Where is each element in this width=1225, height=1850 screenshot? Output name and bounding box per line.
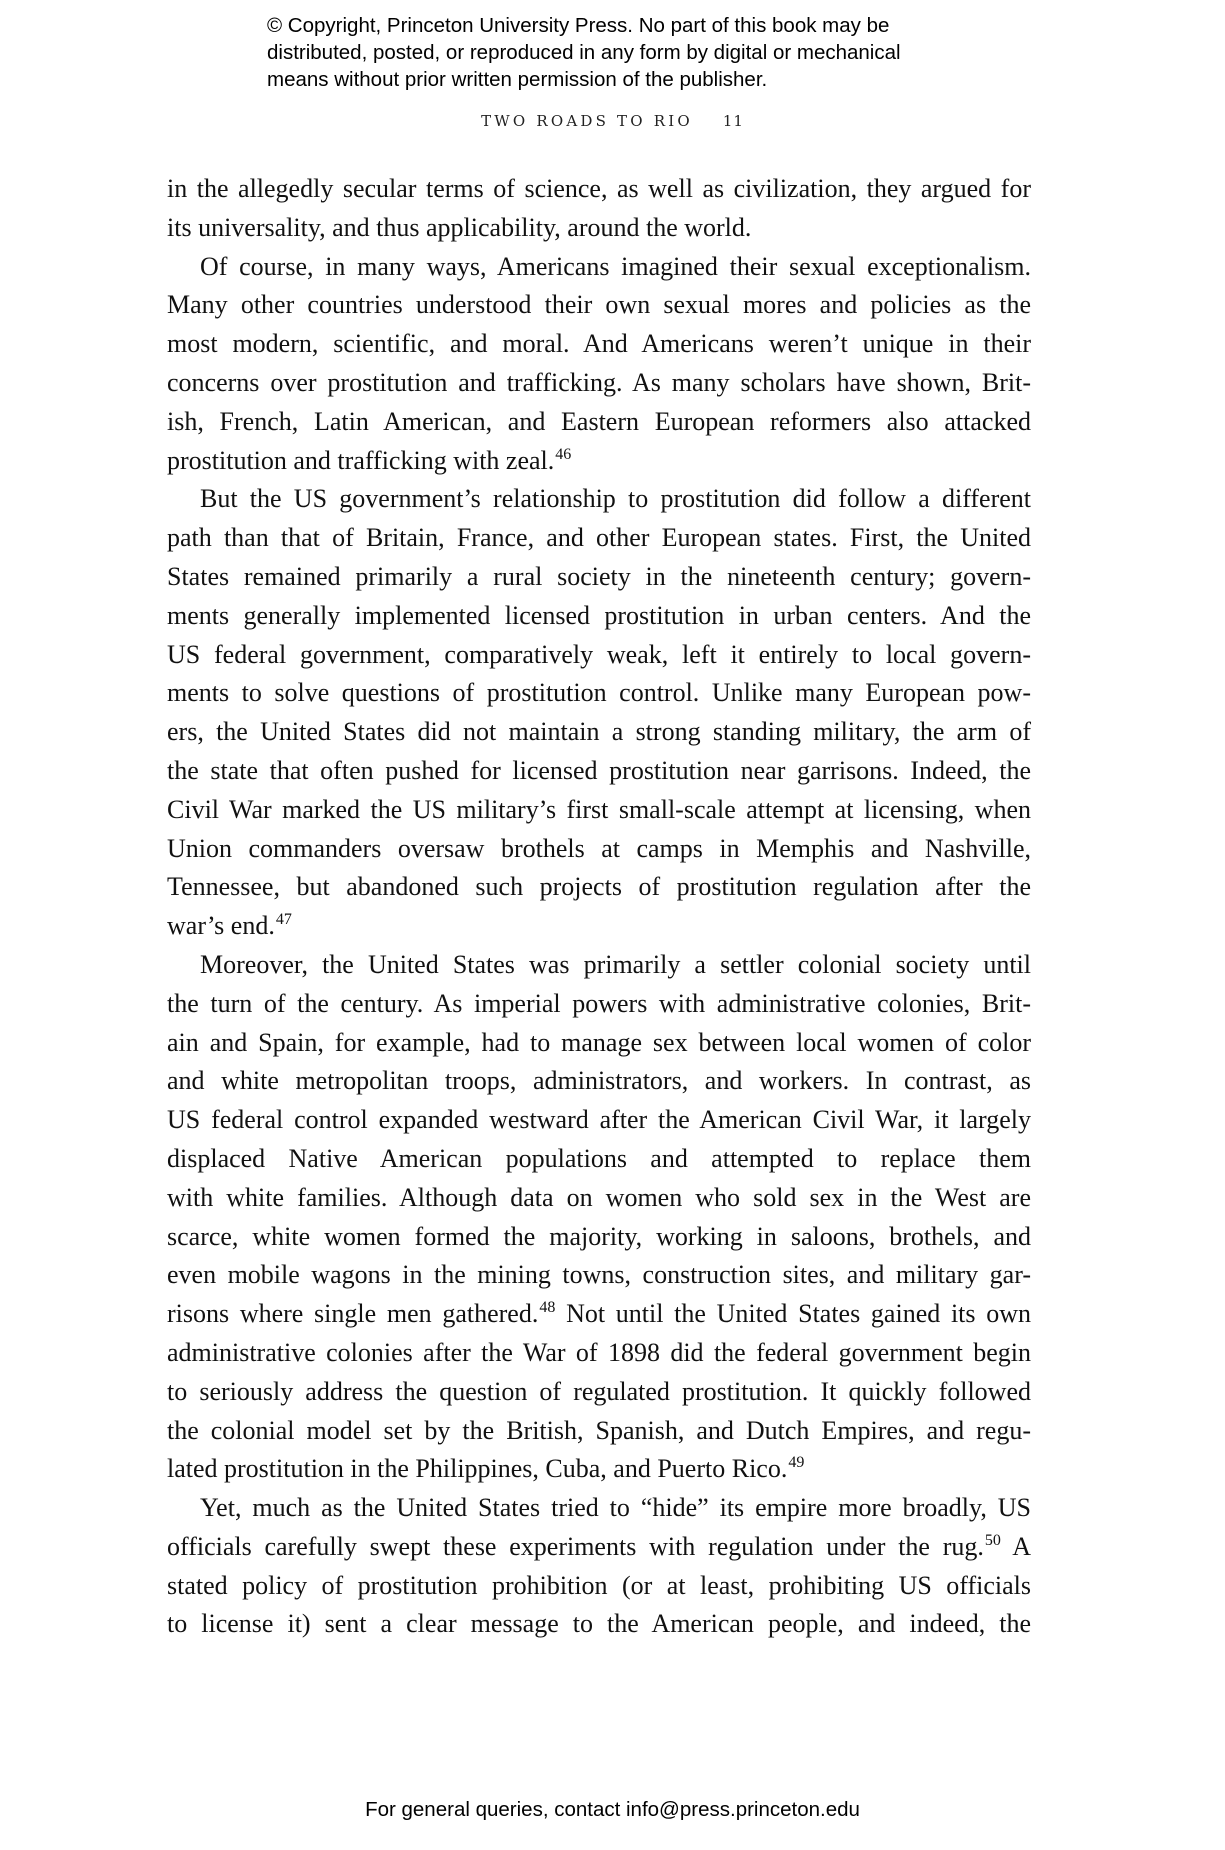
text-line xyxy=(167,1567,1031,1606)
text-line xyxy=(167,364,1031,403)
footnote-marker: 48 xyxy=(539,1299,556,1317)
copyright-notice xyxy=(267,12,1027,93)
page-number: 11 xyxy=(722,112,744,130)
text-line xyxy=(167,674,1031,713)
text-line xyxy=(167,868,1031,907)
text-line xyxy=(167,636,1031,675)
text-line xyxy=(167,791,1031,830)
line-text: the state that often pushed for licensed prostitution near garrisons. Indeed, the xyxy=(167,755,1031,785)
text-line xyxy=(167,480,1031,519)
text-line xyxy=(167,597,1031,636)
copyright-line: © Copyright, Princeton University Press. No part of this book may be xyxy=(267,14,890,37)
line-text: prostitution and trafficking with zeal. xyxy=(167,445,555,475)
text-line xyxy=(167,1024,1031,1063)
line-text: the turn of the century. As imperial powers with administrative colonies, Brit- xyxy=(167,988,1031,1018)
text-line xyxy=(167,985,1031,1024)
line-text: But the US government’s relationship to prostitution did follow a different xyxy=(200,484,1031,514)
text-line xyxy=(167,946,1031,985)
footer-contact: For general queries, contact info@press.princeton.edu xyxy=(365,1798,860,1821)
footnote-marker: 47 xyxy=(275,911,292,929)
copyright-line: distributed, posted, or reproduced in any form by digital or mechanical xyxy=(267,41,901,64)
line-text: path than that of Britain, France, and other European states. First, the United xyxy=(167,523,1031,553)
line-text: Civil War marked the US military’s first small-scale attempt at licensing, when xyxy=(167,794,1031,824)
footnote-marker: 49 xyxy=(788,1454,805,1472)
text-line xyxy=(167,403,1031,442)
text-line xyxy=(167,1140,1031,1179)
text-line xyxy=(167,1218,1031,1257)
text-line xyxy=(167,170,1031,209)
line-text: war’s end. xyxy=(167,911,275,941)
line-text: Tennessee, but abandoned such projects of prostitution regulation after the xyxy=(167,872,1031,902)
text-line xyxy=(167,1334,1031,1373)
line-text-continuation: Not until the United States gained its own xyxy=(555,1299,1031,1329)
line-text: Yet, much as the United States tried to “hide” its empire more broadly, US xyxy=(200,1493,1031,1523)
line-text: Of course, in many ways, Americans imagined their sexual exceptionalism. xyxy=(200,251,1031,281)
line-text: scarce, white women formed the majority, working in saloons, brothels, and xyxy=(167,1221,1031,1251)
line-text-continuation: A xyxy=(1000,1531,1031,1561)
text-line xyxy=(167,1179,1031,1218)
line-text: to seriously address the question of regulated prostitution. It quickly followed xyxy=(167,1376,1031,1406)
line-text: most modern, scientific, and moral. And Americans weren’t unique in their xyxy=(167,329,1031,359)
footnote-marker: 50 xyxy=(984,1531,1001,1549)
text-line xyxy=(167,519,1031,558)
text-line xyxy=(167,442,1031,481)
text-line xyxy=(167,558,1031,597)
text-line xyxy=(167,830,1031,869)
text-line xyxy=(167,1256,1031,1295)
line-text: Union commanders oversaw brothels at camps in Memphis and Nashville, xyxy=(167,833,1031,863)
text-line xyxy=(167,1605,1031,1644)
line-text: risons where single men gathered. xyxy=(167,1299,539,1329)
text-line xyxy=(167,1412,1031,1451)
text-line xyxy=(167,1101,1031,1140)
line-text: with white families. Although data on women who sold sex in the West are xyxy=(167,1182,1031,1212)
text-line xyxy=(167,1528,1031,1567)
line-text: US federal government, comparatively weak, left it entirely to local govern- xyxy=(167,639,1031,669)
line-text: to license it) sent a clear message to the American people, and indeed, the xyxy=(167,1609,1031,1639)
copyright-line: means without prior written permission of the publisher. xyxy=(267,68,768,91)
line-text: concerns over prostitution and trafficking. As many scholars have shown, Brit- xyxy=(167,367,1031,397)
text-line xyxy=(167,1373,1031,1412)
text-line xyxy=(167,1489,1031,1528)
line-text: officials carefully swept these experiments with regulation under the rug. xyxy=(167,1531,984,1561)
text-line xyxy=(167,286,1031,325)
line-text: displaced Native American populations and attempted to replace them xyxy=(167,1143,1031,1173)
line-text: ish, French, Latin American, and Eastern European reformers also attacked xyxy=(167,406,1031,436)
line-text: its universality, and thus applicability, around the world. xyxy=(167,212,752,242)
line-text: Many other countries understood their own sexual mores and policies as the xyxy=(167,290,1031,320)
line-text: lated prostitution in the Philippines, Cuba, and Puerto Rico. xyxy=(167,1454,788,1484)
line-text: US federal control expanded westward after the American Civil War, it largely xyxy=(167,1105,1031,1135)
line-text: even mobile wagons in the mining towns, construction sites, and military gar- xyxy=(167,1260,1031,1290)
body-text xyxy=(167,170,1031,1644)
text-line xyxy=(167,1062,1031,1101)
text-line xyxy=(167,209,1031,248)
running-head-title: TWO ROADS TO RIO xyxy=(481,112,693,130)
text-line xyxy=(167,907,1031,946)
running-head xyxy=(0,112,1225,130)
line-text: ain and Spain, for example, had to manage sex between local women of color xyxy=(167,1027,1031,1057)
text-line xyxy=(167,325,1031,364)
text-line xyxy=(167,248,1031,287)
line-text: the colonial model set by the British, Spanish, and Dutch Empires, and regu- xyxy=(167,1415,1031,1445)
line-text: States remained primarily a rural society in the nineteenth century; govern- xyxy=(167,561,1031,591)
line-text: administrative colonies after the War of 1898 did the federal government begin xyxy=(167,1337,1031,1367)
line-text: Moreover, the United States was primarily a settler colonial society until xyxy=(200,949,1031,979)
footnote-marker: 46 xyxy=(555,445,572,463)
text-line xyxy=(167,752,1031,791)
line-text: ments to solve questions of prostitution control. Unlike many European pow- xyxy=(167,678,1031,708)
line-text: ers, the United States did not maintain a strong standing military, the arm of xyxy=(167,717,1031,747)
line-text: in the allegedly secular terms of science, as well as civilization, they argued for xyxy=(167,174,1031,203)
text-line xyxy=(167,1450,1031,1489)
line-text: stated policy of prostitution prohibition (or at least, prohibiting US officials xyxy=(167,1570,1031,1600)
line-text: ments generally implemented licensed prostitution in urban centers. And the xyxy=(167,600,1031,630)
text-line xyxy=(167,1295,1031,1334)
text-line xyxy=(167,713,1031,752)
line-text: and white metropolitan troops, administrators, and workers. In contrast, as xyxy=(167,1066,1031,1096)
